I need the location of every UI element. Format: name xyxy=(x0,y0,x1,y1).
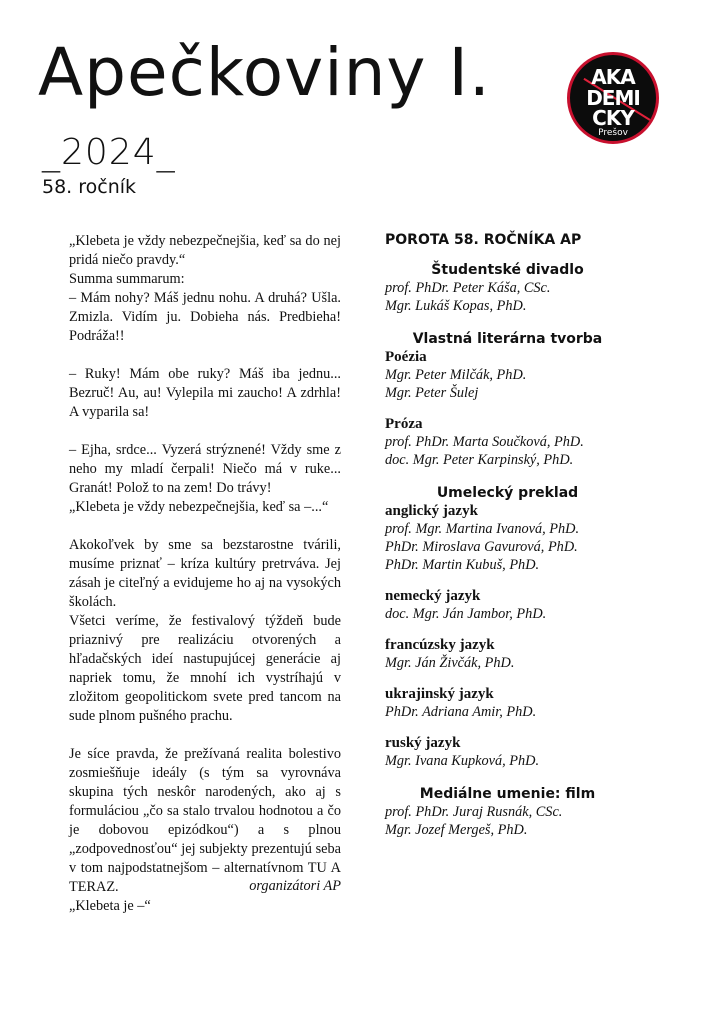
intro-paragraph xyxy=(69,441,341,517)
intro-text-column xyxy=(69,232,341,935)
page-title: Apečkoviny I. xyxy=(38,34,491,111)
intro-line: „Klebeta je –“ xyxy=(69,898,151,914)
jury-member: Mgr. Jozef Mergeš, PhD. xyxy=(385,822,528,838)
jury-member: PhDr. Martin Kubuš, PhD. xyxy=(385,557,540,573)
intro-line: – Ruky! Mám obe ruky? Máš iba jednu... Bezruč! Au, au! Vylepila mi zaucho! A zdrhla! A vyparila sa! xyxy=(69,366,341,420)
intro-paragraph xyxy=(69,232,341,346)
year-label: _2024_ xyxy=(42,132,176,173)
akademicky-presov-logo xyxy=(567,52,659,144)
jury-category-label: nemecký jazyk xyxy=(385,588,481,604)
intro-line: „Klebeta je vždy nebezpečnejšia, keď sa –...“ xyxy=(69,499,329,515)
intro-line: – Ejha, srdce... Vyzerá strýznené! Vždy sme z neho my mladí čerpali! Niečo má v ruke... Granát! Polož to na zem! Do trávy! xyxy=(69,442,341,496)
jury-member: PhDr. Adriana Amir, PhD. xyxy=(385,704,537,720)
jury-category-label: ukrajinský jazyk xyxy=(385,686,494,702)
jury-member: Mgr. Ján Živčák, PhD. xyxy=(385,655,515,671)
jury-member: prof. PhDr. Juraj Rusnák, CSc. xyxy=(385,804,563,820)
logo-city: Prešov xyxy=(598,128,628,138)
intro-paragraph xyxy=(69,365,341,422)
jury-category-label: anglický jazyk xyxy=(385,503,478,519)
intro-line: – Mám nohy? Máš jednu nohu. A druhá? Ušla. Zmizla. Vidím ju. Dobieha nás. Predbieha! Podráža!! xyxy=(69,290,341,344)
logo-line-3: CKY xyxy=(592,106,634,130)
signature: organizátori AP xyxy=(249,878,341,894)
jury-member: Mgr. Ivana Kupková, PhD. xyxy=(385,753,540,769)
jury-category-label: Próza xyxy=(385,416,423,432)
jury-section-heading: Študentské divadlo xyxy=(431,262,584,278)
jury-member: doc. Mgr. Peter Karpinský, PhD. xyxy=(385,452,574,468)
jury-section-heading: Vlastná literárna tvorba xyxy=(412,331,603,347)
jury-section-heading: Mediálne umenie: film xyxy=(419,786,596,802)
jury-member: Mgr. Peter Milčák, PhD. xyxy=(385,367,527,383)
logo-line-1: AKA xyxy=(591,65,635,89)
jury-category-label: ruský jazyk xyxy=(385,735,461,751)
intro-line: Summa summarum: xyxy=(69,271,185,287)
jury-column xyxy=(385,232,630,839)
intro-line: „Klebeta je vždy nebezpečnejšia, keď sa do nej pridá niečo pravdy.“ xyxy=(69,233,341,268)
jury-member: prof. PhDr. Marta Součková, PhD. xyxy=(385,434,584,450)
jury-category-label: Poézia xyxy=(385,349,427,365)
intro-line: Akokoľvek by sme sa bezstarostne tvárili, musíme priznať – kríza kultúry pretrváva. Jej zásah je citeľný a evidujeme ho aj na vysokých školách. xyxy=(69,537,341,610)
jury-member: PhDr. Miroslava Gavurová, PhD. xyxy=(385,539,578,555)
jury-section-heading: Umelecký preklad xyxy=(436,485,579,501)
jury-member: Mgr. Peter Šulej xyxy=(385,385,479,401)
intro-paragraph xyxy=(69,536,341,726)
jury-member: prof. Mgr. Martina Ivanová, PhD. xyxy=(385,521,580,537)
jury-category-label: francúzsky jazyk xyxy=(385,637,495,653)
jury-member: Mgr. Lukáš Kopas, PhD. xyxy=(385,298,527,314)
logo-line-2: DEMI xyxy=(586,86,640,110)
edition-label: 58. ročník xyxy=(42,176,137,198)
jury-member: doc. Mgr. Ján Jambor, PhD. xyxy=(385,606,547,622)
intro-line: Je síce pravda, že prežívaná realita bolestivo zosmiešňuje ideály (s tým sa vyrovnáva skupina tých neskôr narodených, ako aj s formuláciou „čo sa stalo trvalou hodnotou a čo je dobovou epizódkou“) a s plnou „zodpovednosťou“ jej subjekty prezentujú seba v tom najpodstatnejšom – alternatívnom TU A TERAZ. xyxy=(69,746,341,895)
jury-member: prof. PhDr. Peter Káša, CSc. xyxy=(385,280,551,296)
jury-title: POROTA 58. ROČNÍKA AP xyxy=(385,232,582,248)
intro-line: Všetci veríme, že festivalový týždeň bude priaznivý pre realizáciu otvorených a hľadačských ideí nastupujúcej generácie aj napriek tomu, že mnohí ich vystríhajú v zložitom geopolitickom svete pred tancom na sude plnom pušného prachu. xyxy=(69,613,341,724)
